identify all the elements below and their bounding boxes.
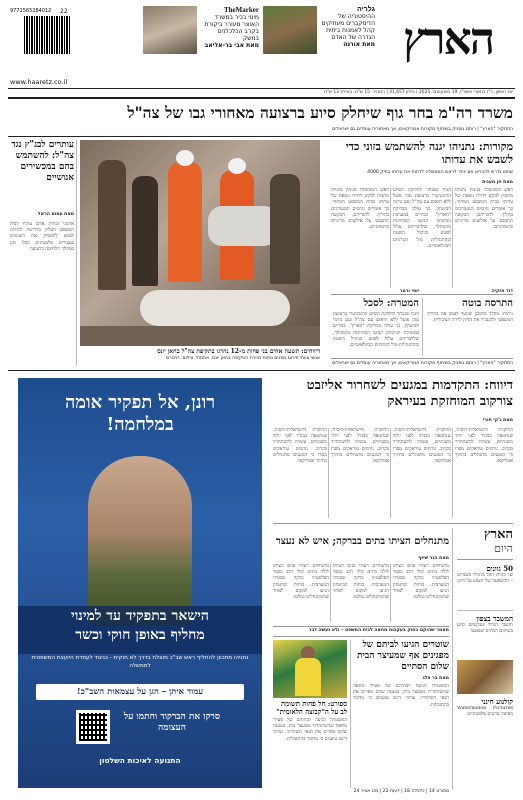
today-item-head[interactable]: 50 גוונים bbox=[486, 564, 513, 573]
protest-headline[interactable]: שוטרים הגיעו לביתם של מפגינים אף שמעיצר הבית שלום הסתיים bbox=[357, 640, 449, 672]
right-story-sub: שופט נדרש להכריע אם יותר לראש הממשלה לדחות את עדותו בתיק 4000 bbox=[367, 170, 513, 175]
protest-author: מאת בר פלג bbox=[422, 676, 449, 681]
photo-caption: דיווחים: תשעה אחים בני פחות מ-12 נהרגו בתקיפת צה"ל בחאן יונס bbox=[157, 348, 320, 355]
today-subtitle: היום bbox=[494, 542, 513, 555]
ad-headline: רונן, אל תפקיר אומה במלחמה! bbox=[64, 392, 216, 435]
lead-photo bbox=[80, 140, 320, 346]
ad-qr-label: סרקו את הברקוד וחתמו על העצומה bbox=[124, 712, 220, 733]
today-item-body: Watermelon Pictures מפיצה סרטים פלסטיניים bbox=[457, 706, 513, 718]
teaser-text: מינוי בכיר במשרד האוצר מעורר ביקורת בקרב הכלכלנים במשק bbox=[204, 14, 259, 42]
left-story-body: ארגוני זכויות אדם עתרו לבית המשפט העליון בדרישה להורות לצבא להפסיק את השימוש בעצורים פלסטינים ככלי מגן במהלך הלחימה ברצועה. bbox=[10, 222, 74, 252]
protest-body: המשטרה הגיעה לבתיהם של פעילי מחאה שהשתחררו ממעצר בית, בטענה שהם מפרים את תנאי השחרור. עורכי דינם טוענים כי מדובר בהתנכלות. bbox=[353, 684, 449, 708]
today-title: הארץ bbox=[484, 527, 513, 542]
story2-body: מתנחלים רעולי פנים הציתו לילה בתים וכלי רכב בכפר הפלסטיני ברקה שבגדה המערבית. כוחות הביטחון הגיעו למקום לאחר שהמתנחלים נמלטו. bbox=[333, 564, 389, 601]
today-item-head[interactable]: המשבר בצפון bbox=[476, 614, 513, 623]
iraq-author: מאת ג'קי חורי bbox=[482, 418, 513, 423]
teaser-author: מאת אורנה bbox=[343, 41, 375, 48]
right-story-body: הגוף שנבחר לחלוקת הסיוע ההומניטרי ברצועת עזה פועל ללא תיאום עם צה"ל ועם גורמי הביטחון, כך עולה מבדיקת "הארץ". בכירים במערכת הביטחון הביעו הסתייגות מהמהלך, שלדבריהם עלול לפגוע בניהול השטח ובהתנהלות מול הגורמים הבינלאומיים. bbox=[393, 188, 451, 249]
today-item-head[interactable]: קולנוע חינני bbox=[481, 697, 513, 706]
right-story-body: ראש הממשלה בנימין נתניהו מתכוון לבקש דחייה נוספת של עדותו בבית המשפט המחוזי, כך אומרים גורמים המעורבים בהליך. לדבריהם, הבקשה תתבסס על אילוצים מדיניים וביטחוניים. bbox=[331, 188, 389, 231]
lead-headline[interactable]: משרד רה"מ בחר גוף שיחלק סיוע ברצועה מאחורי גבו של צה"ל bbox=[127, 103, 513, 122]
barcode-number: 9771565284012 bbox=[10, 8, 52, 14]
analysis-author: יוסי ורטר bbox=[399, 289, 419, 294]
footer-links[interactable]: ספורט 14 | כלכלה 18 | דעות 22 | מזג אוויר 24 bbox=[353, 789, 449, 794]
story2-body: מתנחלים רעולי פנים הציתו לילה בתים וכלי רכב בכפר הפלסטיני ברקה שבגדה המערבית. כוחות הביטחון הגיעו למקום לאחר שהמתנחלים נמלטו. bbox=[273, 564, 329, 601]
teaser-tag: TheMarker bbox=[224, 6, 259, 14]
analysis-body: הגוף שנבחר לחלוקת הסיוע ההומניטרי ברצועת עזה פועל ללא תיאום עם צה"ל ועם גורמי הביטחון, כך עולה מבדיקת "הארץ". בכירים במערכת הביטחון הביעו הסתייגות מהמהלך, שלדבריהם עלול לפגוע בניהול השטח ובהתנהלות מול הגורמים הבינלאומיים. bbox=[333, 312, 419, 349]
right-story-author: מאת חן מענית bbox=[482, 180, 513, 185]
story2-author: מאת הגר שיזף bbox=[418, 556, 449, 561]
ad-banner[interactable]: עמוד איתן – הגן על עצמאות השב"כ! bbox=[36, 684, 244, 700]
teaser-image bbox=[263, 6, 317, 54]
today-photo bbox=[457, 660, 513, 694]
iraq-headline[interactable]: דיווח: התקדמות במגעים לשחרור אליזבט צורקוב המוחזקת בעיראק bbox=[306, 378, 513, 409]
ad-mid-line2: מחליף באופן חוקי וכשר bbox=[75, 627, 205, 643]
haaretz-today bbox=[457, 528, 513, 790]
analysis-headline[interactable]: המטרה: לסכל bbox=[363, 298, 419, 309]
right-story-headline[interactable]: מקורות: נתניהו יגנה להשתמש בזוני כדי לשבש את עדותו bbox=[345, 140, 513, 166]
story2-headline[interactable]: מתנחלים הציתו בתים בברקה; איש לא נעצר bbox=[275, 536, 449, 547]
sports-body: המשטרה הגיעה לבתיהם של פעילי מחאה שהשתחררו ממעצר בית, בטענה שהם מפרים את תנאי השחרור. עורכי דינם טוענים כי מדובר בהתנכלות. bbox=[273, 718, 347, 742]
barcode-icon bbox=[24, 16, 70, 54]
teaser-text: ההיסטוריה של הדיסקברים מעתיקים קהל לאמנות ביתית הגדרה של האדם bbox=[321, 13, 375, 41]
logo-text: הארץ bbox=[402, 14, 494, 65]
right-footer-link[interactable]: התחקיר "הארץ" | רותם גופניק בשיתוף מקורות אמריקאים, אך מאחוריה עומדים גם ישראלים bbox=[332, 361, 513, 366]
site-url[interactable]: www.haaretz.co.il bbox=[10, 78, 68, 86]
iraq-body: החוקרת הישראלית-רוסית, שנחטפה בבגדד לפני יותר משנתיים, עשויה להשתחרר בקרוב. גורמים עיראקים מסרו כי המגעים מתנהלים בתיווך אמריקאי. bbox=[331, 428, 389, 465]
today-item-body: של כחול: הכל מתחיל בשמיים – ההשפעה של הצבע על חיינו bbox=[457, 573, 513, 585]
analysis-headline[interactable]: התרסה בוטה bbox=[462, 298, 513, 309]
ad-mid-line1: הישאר בתפקיד עד למינוי bbox=[71, 608, 209, 624]
photo-credit: אנשי צוותי חירום מפנים גופות מזירת התקיפה בחאן יונס, אתמול. צילום: רויטרס bbox=[166, 356, 320, 361]
iraq-body: החוקרת הישראלית-רוסית, שנחטפה בבגדד לפני יותר משנתיים, עשויה להשתחרר בקרוב. גורמים עיראקים מסרו כי המגעים מתנהלים בתיווך אמריקאי. bbox=[273, 428, 327, 465]
issue-number: 22 bbox=[60, 8, 68, 15]
ad-small-text: נתניהו מתכוון להחליף ראש שב"כ מוצלח בדרך לא חוקית - בניגוד לעמדת היועצת המשפטית לממשלה bbox=[31, 655, 249, 669]
lead-subhead: התחקיר "הארץ" | רותם גופניק בשיתוף מקורות אמריקאים, אך מאחוריה עומדים גם ישראלים bbox=[332, 127, 513, 132]
masthead-logo bbox=[383, 8, 513, 72]
left-story-headline[interactable]: עותרים לבג"ץ נגד צה"ל: להשתמש בהם במכשירים אנושיים bbox=[11, 140, 74, 183]
analysis-author: דוד חזקיה bbox=[491, 289, 513, 294]
analysis-body: ניתוח: מהלך מתוכנן שנועד לעכב את ההליך המשפטי ולהעביר את הדיון לזירה הציבורית. bbox=[427, 312, 513, 324]
story2-footer[interactable]: מאמר שהוקם בחוק בעקבות מחאה לבית המשפט – ולא נעשה דבר bbox=[308, 628, 449, 633]
today-item-body: תושבי הגליל מבקשים סיוע בשיקום הבתים שנפגעו bbox=[457, 623, 513, 635]
ad-portrait bbox=[88, 456, 192, 626]
story2-body: מתנחלים רעולי פנים הציתו לילה בתים וכלי רכב בכפר הפלסטיני ברקה שבגדה המערבית. כוחות הביטחון הגיעו למקום לאחר שהמתנחלים נמלטו. bbox=[393, 564, 449, 601]
teaser-themarker[interactable] bbox=[143, 6, 259, 84]
left-story-author: מאת עמוס הראל bbox=[37, 212, 74, 217]
iraq-body: החוקרת הישראלית-רוסית, שנחטפה בבגדד לפני יותר משנתיים, עשויה להשתחרר בקרוב. גורמים עיראקים מסרו כי המגעים מתנהלים בתיווך אמריקאי. bbox=[393, 428, 451, 465]
qr-code-icon[interactable] bbox=[76, 710, 110, 744]
teaser-tag: גלריה bbox=[357, 6, 375, 13]
advertisement[interactable] bbox=[18, 378, 262, 788]
teaser-gallery[interactable] bbox=[263, 6, 375, 84]
right-story-body: ראש הממשלה בנימין נתניהו מתכוון לבקש דחייה נוספת של עדותו בבית המשפט המחוזי, כך אומרים גורמים המעורבים בהליך. לדבריהם, הבקשה תתבסס על אילוצים מדיניים וביטחוניים. bbox=[455, 188, 513, 231]
ad-sponsor: התנועה לאיכות השלטון bbox=[99, 756, 181, 765]
sports-photo bbox=[273, 640, 347, 698]
iraq-body: החוקרת הישראלית-רוסית, שנחטפה בבגדד לפני יותר משנתיים, עשויה להשתחרר בקרוב. גורמים עיראקים מסרו כי המגעים מתנהלים בתיווך אמריקאי. bbox=[455, 428, 513, 465]
dateline: יום ראשון, כ"ז בתשרי תשפ"ו, 19 באוקטובר 2025 | גיליון 31,657 | המחיר: 15 ש"ח, באילת 13 ש"ח bbox=[323, 90, 513, 95]
sports-caption[interactable]: ספורט: חל פחות תשומת לב על ה"קבוצה הלאומית" bbox=[276, 700, 347, 716]
teaser-author: מאת אבי בר-אליאב bbox=[204, 42, 259, 49]
barcode-block bbox=[10, 8, 70, 70]
teaser-image bbox=[143, 6, 197, 54]
